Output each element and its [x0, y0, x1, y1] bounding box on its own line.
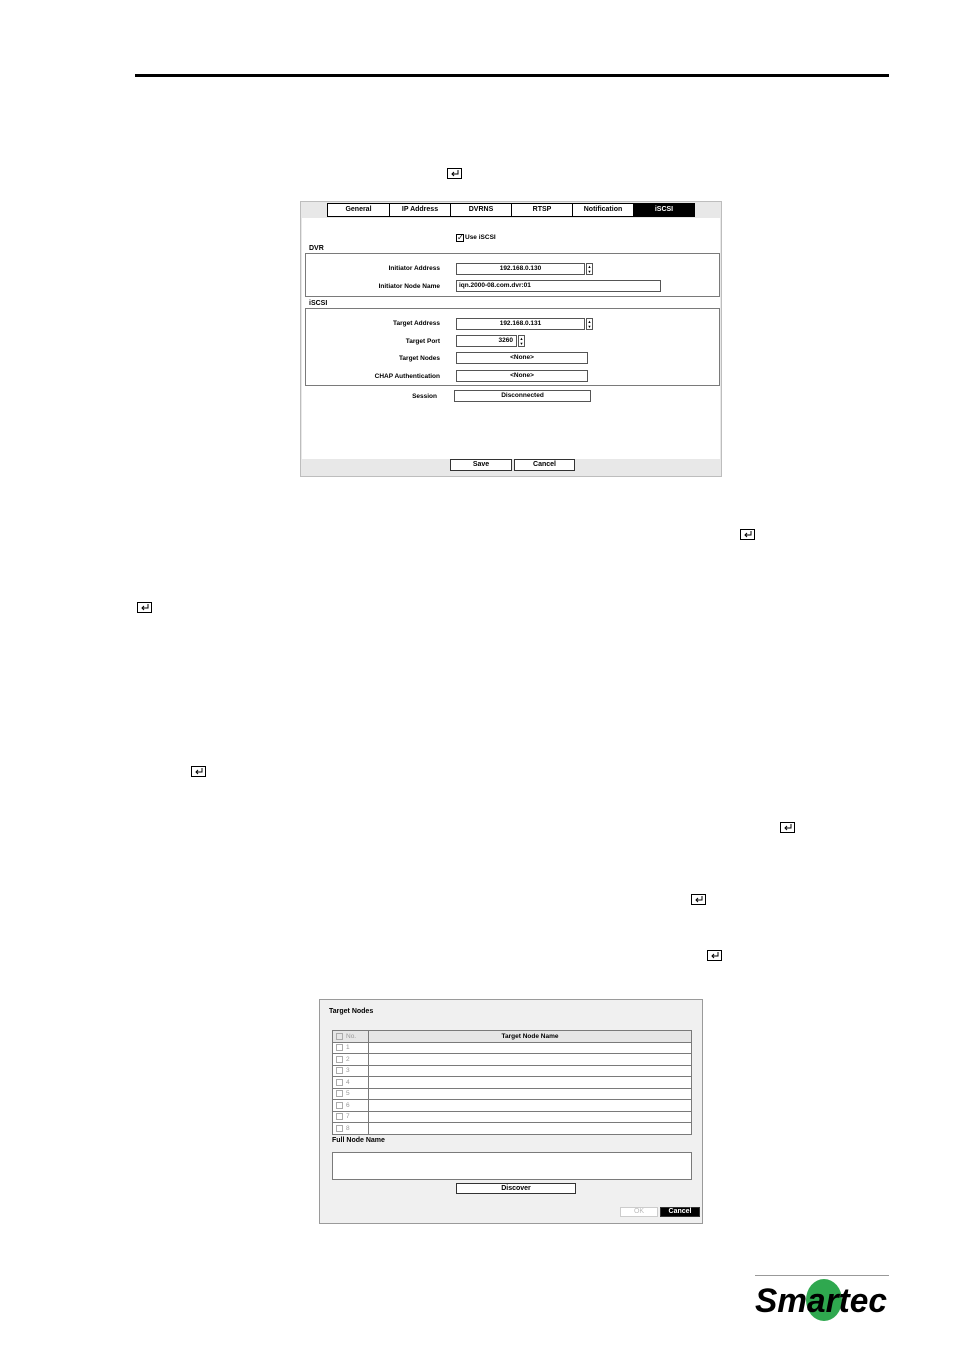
iscsi-settings-dialog [300, 201, 722, 477]
row-checkbox[interactable] [336, 1056, 343, 1063]
smartec-logo-graphic [755, 1275, 889, 1327]
enter-key-icon [691, 894, 706, 905]
cancel-button[interactable]: Cancel [514, 459, 575, 471]
row-checkbox[interactable] [336, 1102, 343, 1109]
node-name-cell [369, 1088, 692, 1100]
initiator-address-spinner[interactable]: ▲ ▼ [587, 264, 592, 274]
tab-rtsp[interactable]: RTSP [511, 203, 572, 217]
row-checkbox[interactable] [336, 1113, 343, 1120]
tab-general[interactable]: General [327, 203, 389, 217]
initiator-address-label: Initiator Address [388, 265, 440, 272]
column-header-target-node-name: Target Node Name [369, 1031, 692, 1043]
target-port-spinner[interactable]: ▲ ▼ [519, 336, 524, 346]
dvr-section-title: DVR [309, 245, 324, 252]
table-row[interactable] [333, 1042, 692, 1054]
table-row[interactable] [333, 1123, 692, 1135]
session-status-field: Disconnected [454, 390, 591, 402]
row-checkbox[interactable] [336, 1067, 343, 1074]
initiator-address-field[interactable]: 192.168.0.130 [456, 263, 585, 275]
table-header-row [333, 1031, 692, 1043]
logo-rule [755, 1275, 889, 1276]
target-port-label: Target Port [405, 338, 440, 345]
table-row[interactable] [333, 1111, 692, 1123]
full-node-name-label: Full Node Name [332, 1137, 385, 1144]
row-checkbox[interactable] [336, 1044, 343, 1051]
initiator-node-name-field[interactable]: iqn.2000-08.com.dvr:01 [456, 280, 661, 292]
row-checkbox[interactable] [336, 1079, 343, 1086]
column-header-no[interactable] [333, 1031, 369, 1043]
row-checkbox[interactable] [336, 1125, 343, 1132]
target-address-spinner[interactable]: ▲ ▼ [587, 319, 592, 329]
node-name-cell [369, 1065, 692, 1077]
row-number: 2 [346, 1055, 350, 1063]
row-checkbox[interactable] [336, 1090, 343, 1097]
tab-dvrns[interactable]: DVRNS [450, 203, 511, 217]
table-row[interactable] [333, 1088, 692, 1100]
enter-key-icon [740, 529, 755, 540]
table-row[interactable] [333, 1100, 692, 1112]
full-node-name-box [332, 1152, 692, 1180]
row-number: 1 [346, 1044, 350, 1052]
initiator-node-name-label: Initiator Node Name [378, 283, 440, 290]
smartec-logo [755, 1275, 889, 1327]
session-label: Session [412, 393, 437, 400]
tab-notification[interactable]: Notification [572, 203, 633, 217]
ok-button[interactable]: OK [620, 1207, 658, 1217]
use-iscsi-checkbox[interactable]: ✓ [457, 233, 464, 242]
cancel-button[interactable]: Cancel [660, 1207, 700, 1217]
enter-key-icon [780, 822, 795, 833]
column-no-label: No. [346, 1032, 357, 1040]
target-address-field[interactable]: 192.168.0.131 [456, 318, 585, 330]
row-number: 3 [346, 1067, 350, 1075]
save-button[interactable]: Save [450, 459, 512, 471]
table-row[interactable] [333, 1065, 692, 1077]
logo-wordmark: Smartec [755, 1282, 888, 1320]
enter-key-icon [137, 602, 152, 613]
iscsi-section-title: iSCSI [309, 300, 328, 307]
enter-key-icon [447, 168, 462, 179]
node-name-cell [369, 1111, 692, 1123]
use-iscsi-label: Use iSCSI [465, 234, 496, 241]
row-number: 8 [346, 1124, 350, 1132]
enter-key-icon [707, 950, 722, 961]
enter-key-icon [191, 766, 206, 777]
tab-ip-address[interactable]: IP Address [389, 203, 450, 217]
select-all-checkbox[interactable] [336, 1033, 343, 1040]
iscsi-content [302, 218, 720, 459]
node-name-cell [369, 1123, 692, 1135]
target-nodes-label: Target Nodes [398, 355, 440, 362]
node-name-cell [369, 1100, 692, 1112]
target-nodes-dialog [319, 999, 703, 1224]
row-number: 4 [346, 1078, 350, 1086]
tab-bar [327, 203, 695, 218]
target-nodes-field[interactable]: <None> [456, 352, 588, 364]
tab-iscsi[interactable]: iSCSI [633, 203, 695, 217]
node-name-cell [369, 1042, 692, 1054]
chap-authentication-label: CHAP Authentication [374, 373, 440, 380]
chap-authentication-field[interactable]: <None> [456, 370, 588, 382]
target-port-field[interactable]: 3260 [456, 335, 517, 347]
table-row[interactable] [333, 1054, 692, 1066]
discover-button[interactable]: Discover [456, 1183, 576, 1194]
target-nodes-title: Target Nodes [329, 1008, 374, 1015]
target-nodes-table [332, 1030, 692, 1135]
node-name-cell [369, 1077, 692, 1089]
row-number: 5 [346, 1090, 350, 1098]
target-address-label: Target Address [393, 320, 440, 327]
node-name-cell [369, 1054, 692, 1066]
row-number: 7 [346, 1113, 350, 1121]
table-row[interactable] [333, 1077, 692, 1089]
header-rule [135, 74, 889, 77]
row-number: 6 [346, 1101, 350, 1109]
